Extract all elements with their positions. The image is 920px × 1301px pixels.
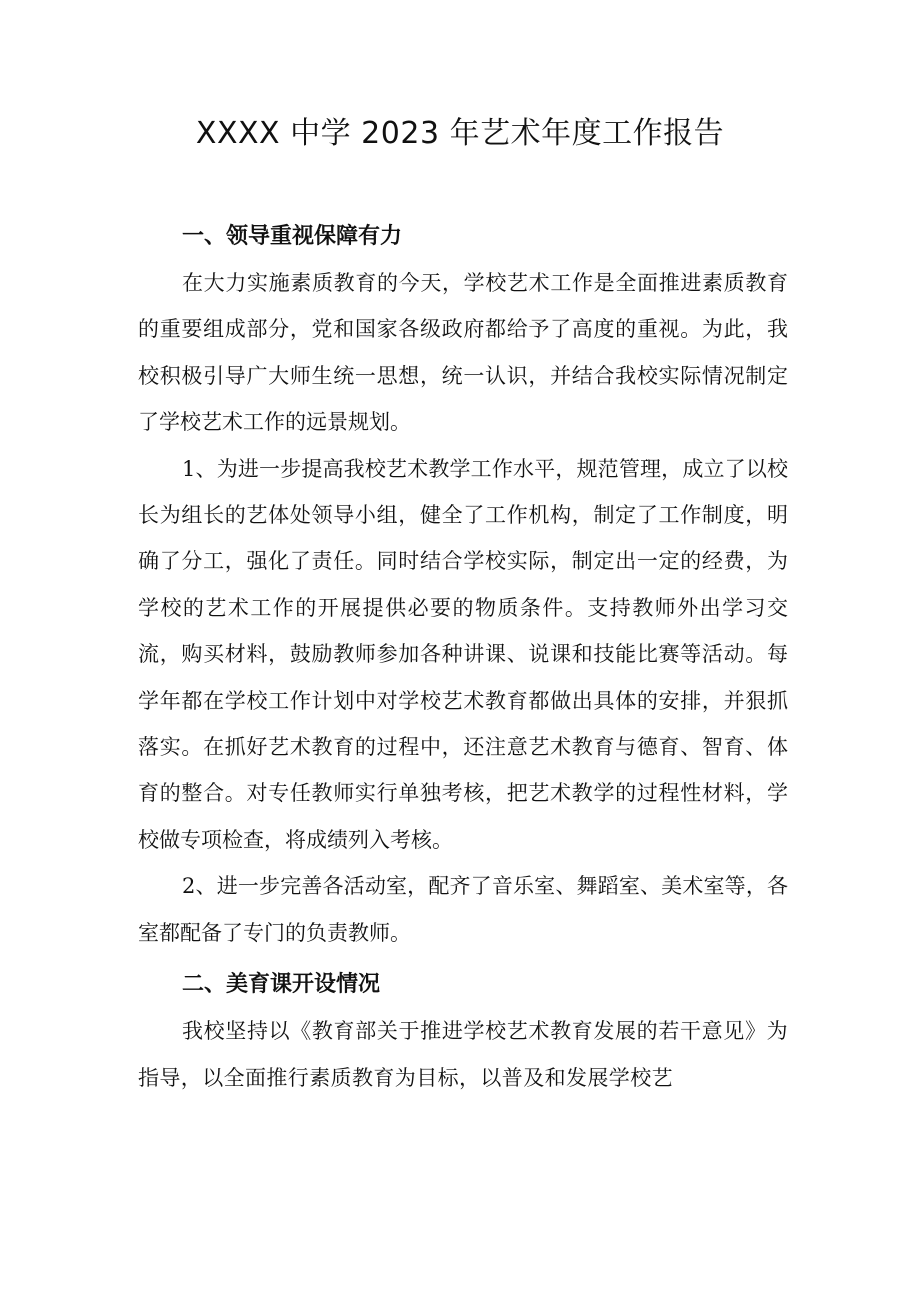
paragraph-item-2: 2、进一步完善各活动室，配齐了音乐室、舞蹈室、美术室等，各室都配备了专门的负责教师。: [138, 874, 788, 945]
section-heading-1: 一、领导重视保障有力: [182, 224, 403, 249]
document-title: XXXX 中学 2023 年艺术年度工作报告: [195, 116, 725, 151]
paragraph-aesthetic-education: 我校坚持以《教育部关于推进学校艺术教育发展的若干意见》为指导，以全面推行素质教育为目标，以普及和发展学校艺: [138, 1019, 788, 1090]
paragraph-item-1: 1、为进一步提高我校艺术教学工作水平，规范管理，成立了以校长为组长的艺体处领导小组，健全了工作机构，制定了工作制度，明确了分工，强化了责任。同时结合学校实际，制定出一定的经费，为学校的艺术工作的开展提供必要的物质条件。支持教师外出学习交流，购买材料，鼓励教师参加各种讲课、说课和技能比赛等活动。每学年都在学校工作计划中对学校艺术教育都做出具体的安排，并狠抓落实。在抓好艺术教育的过程中，还注意艺术教育与德育、智育、体育的整合。对专任教师实行单独考核，把艺术教学的过程性材料，学校做专项检查，将成绩列入考核。: [138, 456, 788, 852]
document-body: [138, 214, 788, 1101]
paragraph-intro: 在大力实施素质教育的今天，学校艺术工作是全面推进素质教育的重要组成部分，党和国家各级政府都给予了高度的重视。为此，我校积极引导广大师生统一思想，统一认识，并结合我校实际情况制定了学校艺术工作的远景规划。: [138, 271, 788, 435]
section-heading-2: 二、美育课开设情况: [182, 972, 381, 998]
